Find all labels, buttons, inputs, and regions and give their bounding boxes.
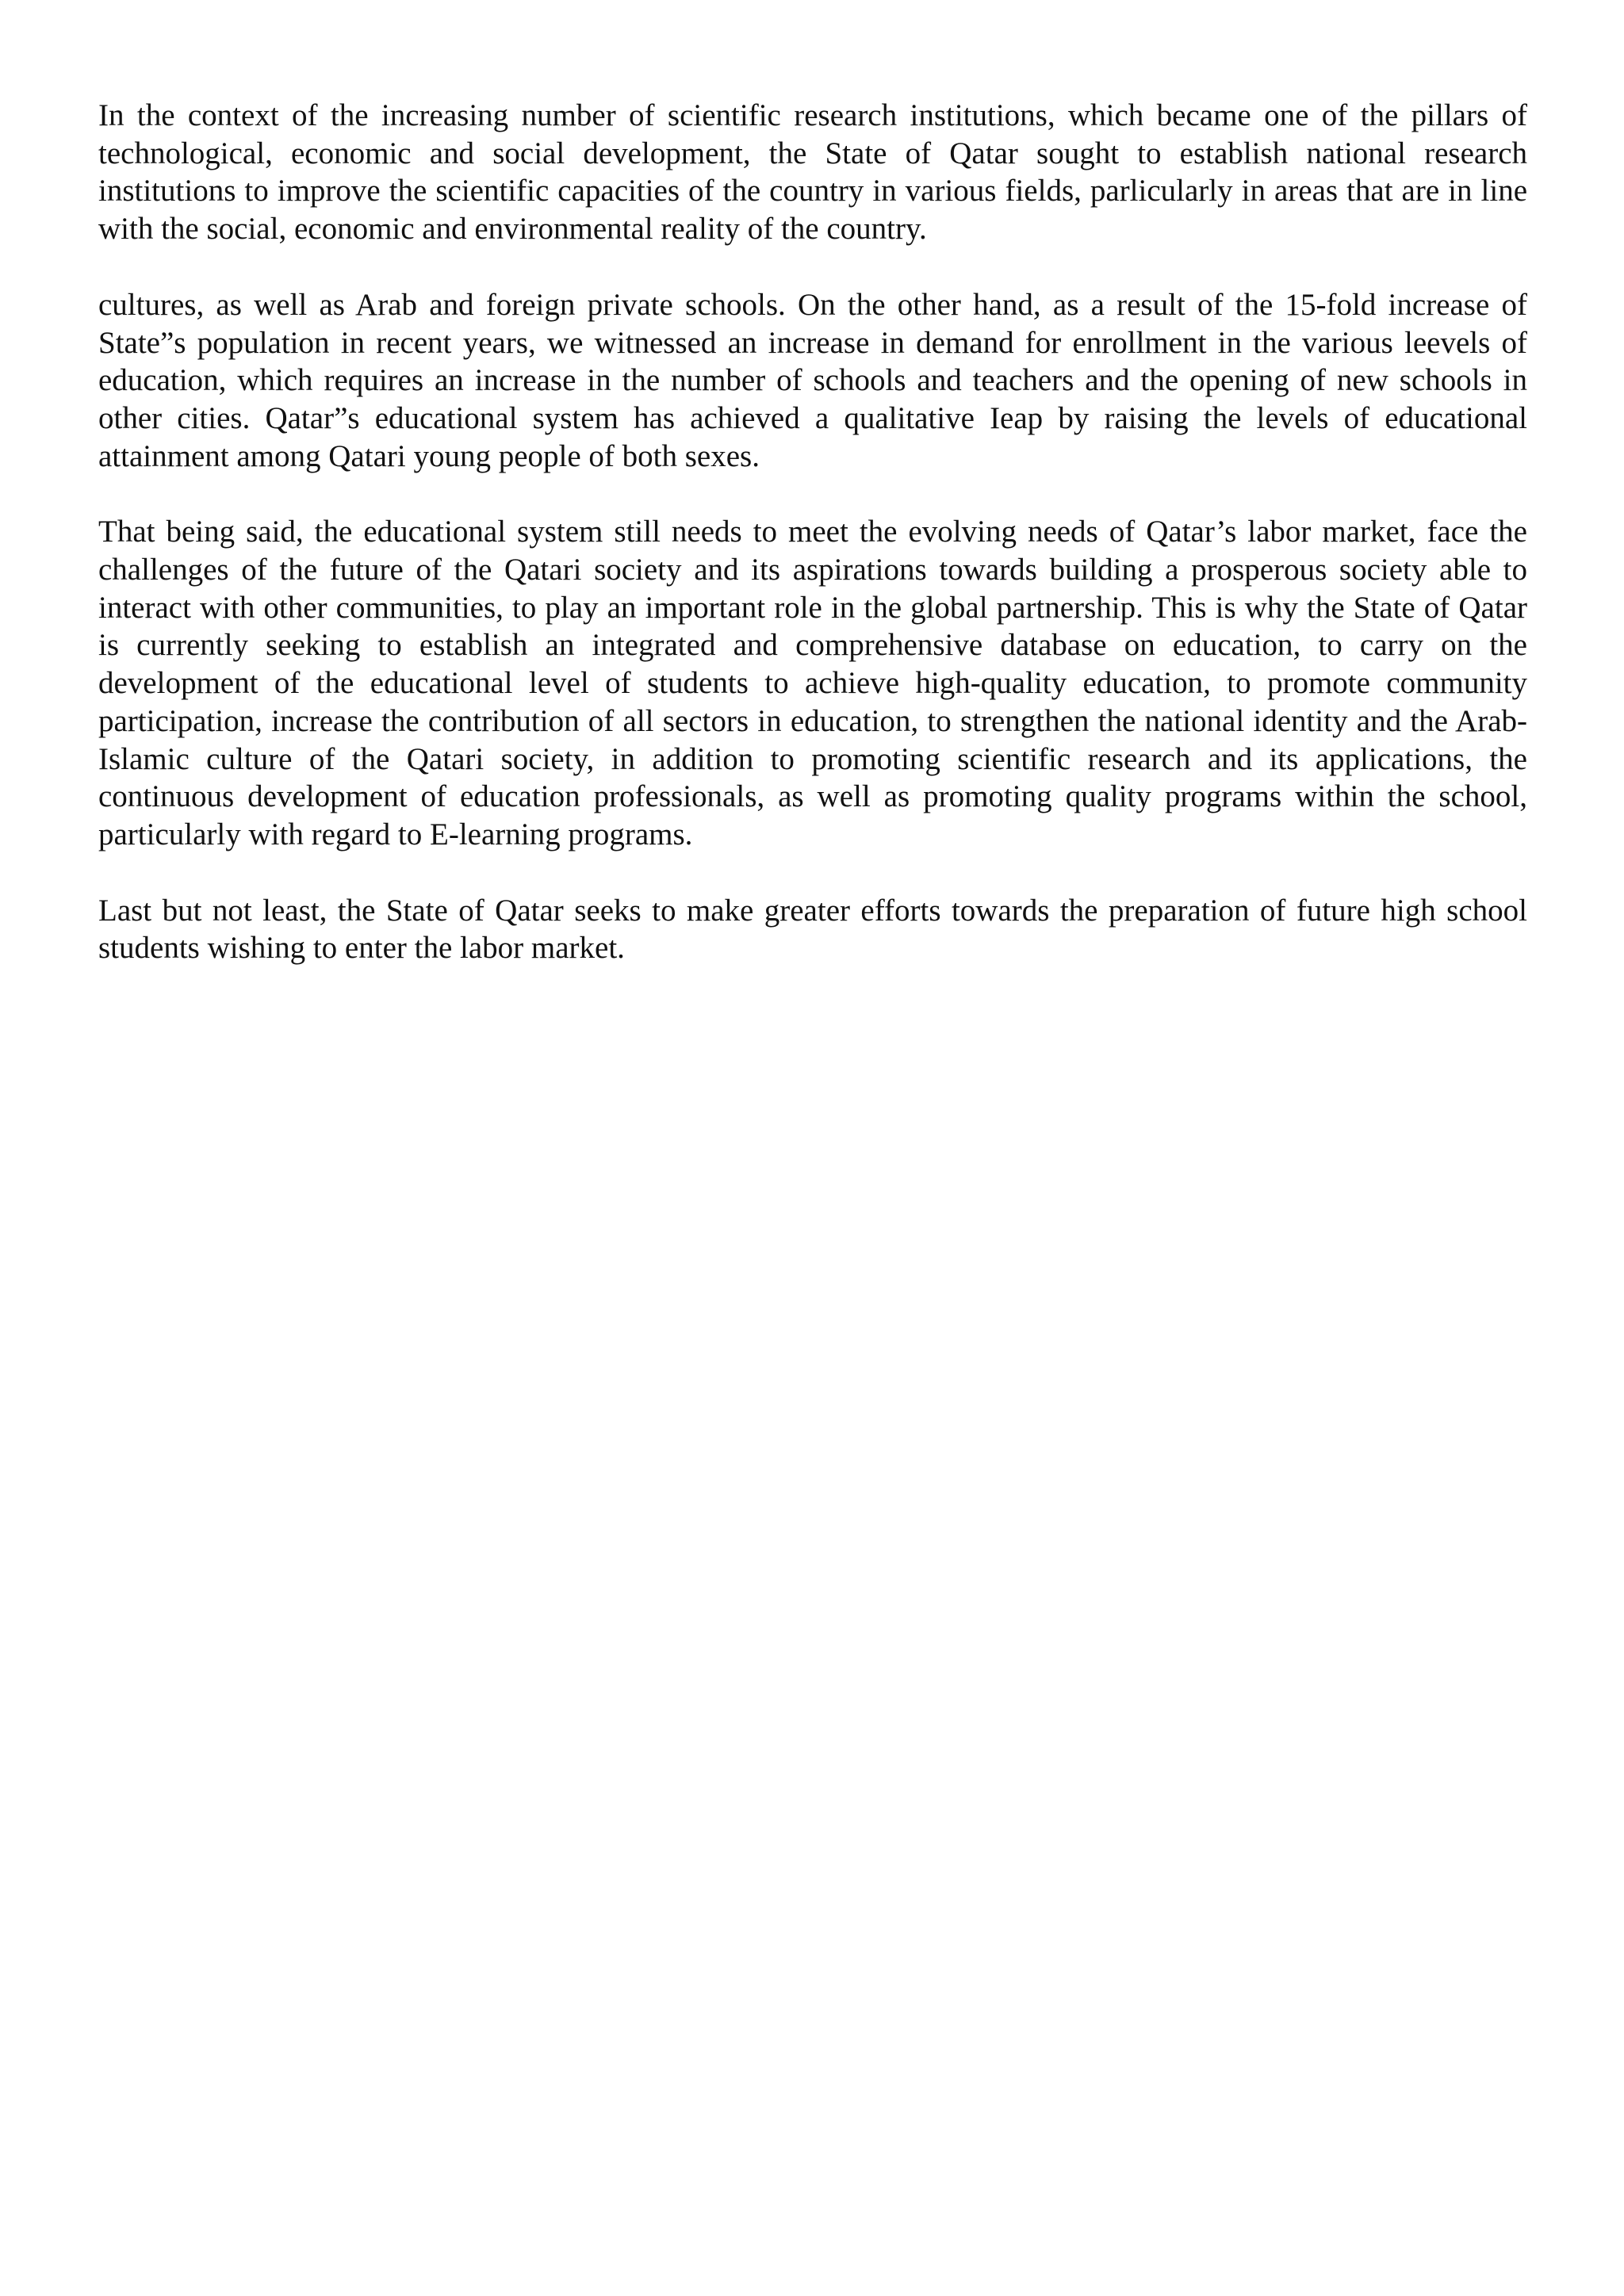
paragraph-schools-enrollment: cultures, as well as Arab and foreign private schools. On the other hand, as a result of the 15-fold increase of State”s population in recent years, we witnessed an increase in demand for enrollment in the various leevels of education, which requires an increase in the number of schools and teachers and the opening of new schools in other cities. Qatar”s educational system has achieved a qualitative Ieap by raising the levels of educational attainment among Qatari young people of both sexes. [98,287,1527,473]
document-body [98,97,1527,967]
paragraph-research-institutions: In the context of the increasing number of scientific research institutions, which became one of the pillars of technological, economic and social development, the State of Qatar sought to establish national research institutions to improve the scientific capacities of the country in various fields, parlicularly in areas that are in line with the social, economic and environmental reality of the country. [98,98,1527,247]
paragraph-labor-market: Last but not least, the State of Qatar seeks to make greater efforts towards the preparation of future high school students wishing to enter the labor market. [98,893,1527,966]
paragraph-education-needs: That being said, the educational system still needs to meet the evolving needs of Qatar’s labor market, face the challenges of the future of the Qatari society and its aspirations towards building a prosperous society able to interact with other communities, to play an important role in the global partnership. This is why the State of Qatar is currently seeking to establish an integrated and comprehensive database on education, to carry on the development of the educational level of students to achieve high-quality education, to promote community participation, increase the contribution of all sectors in education, to strengthen the national identity and the Arab-Islamic culture of the Qatari society, in addition to promoting scientific research and its applications, the continuous development of education professionals, as well as promoting quality programs within the school, particularly with regard to E-learning programs. [98,515,1527,851]
